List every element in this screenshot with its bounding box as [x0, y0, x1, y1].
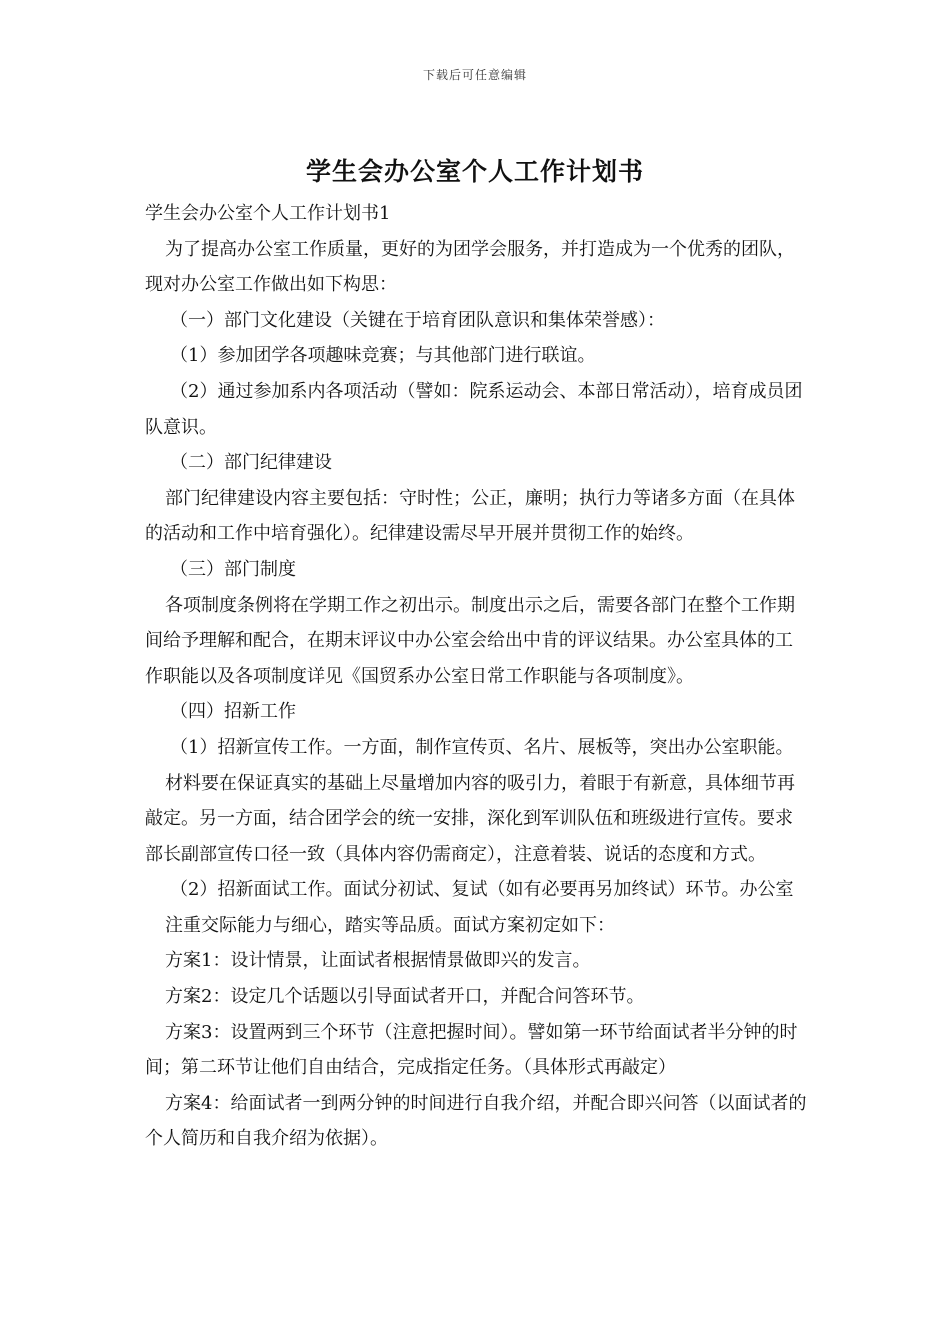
recruit-materials-paragraph: 材料要在保证真实的基础上尽量增加内容的吸引力，着眼于有新意，具体细节再敲定。另一方面，结合团学会的统一安排，深化到军训队伍和班级进行宣传。要求部长副部宣传口径一致（具体内容仍需商定），注意着装、说话的态度和方式。 — [145, 772, 795, 865]
plan-4: 方案4：给面试者一到两分钟的时间进行自我介绍，并配合即兴问答（以面试者的个人简历和自我介绍为依据）。 — [145, 1092, 807, 1150]
document-title: 学生会办公室个人工作计划书 — [305, 157, 644, 186]
document-body — [145, 196, 810, 1157]
interview-focus-paragraph: 注重交际能力与细心，踏实等品质。面试方案初定如下： — [165, 914, 615, 936]
recruit-item-2: （2）招新面试工作。面试分初试、复试（如有必要再另加终试）环节。办公室 — [170, 879, 794, 901]
recruit-item-1: （1）招新宣传工作。一方面，制作宣传页、名片、展板等，突出办公室职能。 — [170, 736, 794, 758]
plan-1: 方案1：设计情景，让面试者根据情景做即兴的发言。 — [165, 950, 591, 972]
plan-3: 方案3：设置两到三个环节（注意把握时间）。譬如第一环节给面试者半分钟的时间；第二环节让他们自由结合，完成指定任务。（具体形式再敲定） — [145, 1021, 798, 1079]
section-heading-discipline: （二）部门纪律建设 — [170, 452, 332, 474]
intro-paragraph: 为了提高办公室工作质量，更好的为团学会服务，并打造成为一个优秀的团队，现对办公室工作做出如下构思： — [145, 238, 795, 296]
plan-2: 方案2：设定几个话题以引导面试者开口，并配合问答环节。 — [165, 986, 645, 1008]
section-heading-rules: （三）部门制度 — [170, 558, 296, 580]
subtitle-paragraph: 学生会办公室个人工作计划书1 — [145, 203, 391, 224]
rules-paragraph: 各项制度条例将在学期工作之初出示。制度出示之后，需要各部门在整个工作期间给予理解和配合，在期末评议中办公室会给出中肯的评议结果。办公室具体的工作职能以及各项制度详见《国贸系办公室日常工作职能与各项制度》。 — [145, 594, 795, 687]
discipline-paragraph: 部门纪律建设内容主要包括：守时性；公正，廉明；执行力等诸多方面（在具体的活动和工作中培育强化）。纪律建设需尽早开展并贯彻工作的始终。 — [145, 487, 795, 545]
section-heading-recruit: （四）招新工作 — [170, 701, 296, 723]
culture-item-1: （1）参加团学各项趣味竞赛；与其他部门进行联谊。 — [170, 345, 596, 367]
header-note: 下载后可任意编辑 — [422, 68, 527, 82]
culture-item-2: （2）通过参加系内各项活动（譬如：院系运动会、本部日常活动），培育成员团队意识。 — [145, 380, 803, 438]
section-heading-culture: （一）部门文化建设（关键在于培育团队意识和集体荣誉感）： — [170, 309, 665, 331]
